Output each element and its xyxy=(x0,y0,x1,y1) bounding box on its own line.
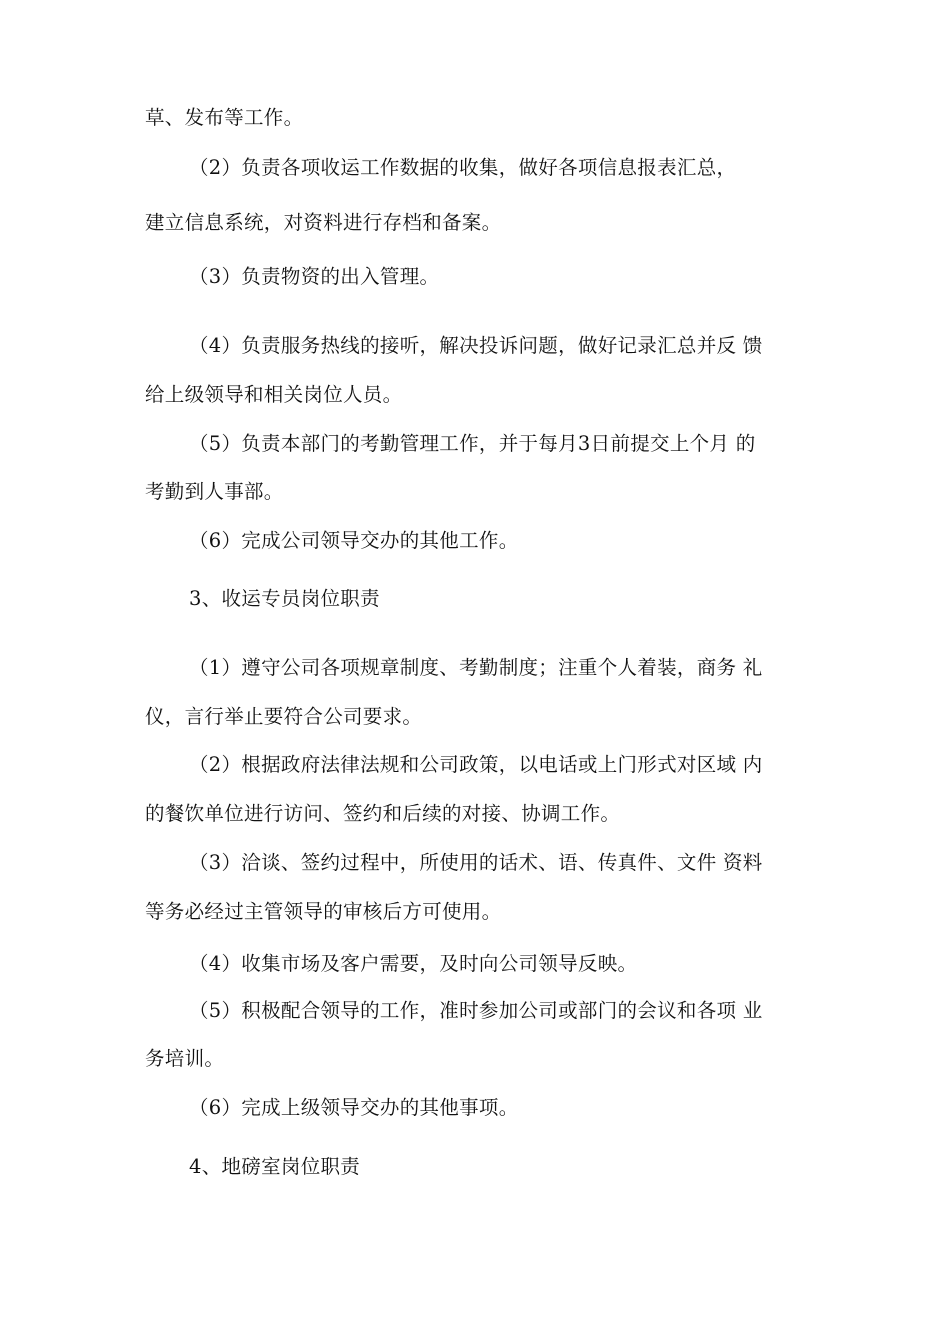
text-line: （4）收集市场及客户需要，及时向公司领导反映。 xyxy=(189,952,638,975)
text-line: 仪，言行举止要符合公司要求。 xyxy=(145,705,423,728)
text-line: （6）完成公司领导交办的其他工作。 xyxy=(189,529,519,552)
text-line: 草、发布等工作。 xyxy=(145,106,304,129)
text-line: 考勤到人事部。 xyxy=(145,480,284,503)
text-line: 建立信息系统，对资料进行存档和备案。 xyxy=(145,211,502,234)
text-line: （2）负责各项收运工作数据的收集，做好各项信息报表汇总， xyxy=(189,156,737,179)
text-line: 给上级领导和相关岗位人员。 xyxy=(145,383,403,406)
text-line: 等务必经过主管领导的审核后方可使用。 xyxy=(145,900,502,923)
text-line: （3）洽谈、签约过程中，所使用的话术、语、传真件、文件 资料 xyxy=(189,851,763,874)
text-line: （2）根据政府法律法规和公司政策，以电话或上门形式对区域 内 xyxy=(189,753,763,776)
text-line: （1）遵守公司各项规章制度、考勤制度；注重个人着装，商务 礼 xyxy=(189,656,763,679)
section-heading: 3、收运专员岗位职责 xyxy=(189,587,380,610)
text-line: 的餐饮单位进行访问、签约和后续的对接、协调工作。 xyxy=(145,802,621,825)
text-line: （5）负责本部门的考勤管理工作，并于每月3日前提交上个月 的 xyxy=(189,432,756,455)
text-line: （6）完成上级领导交办的其他事项。 xyxy=(189,1096,519,1119)
text-line: （4）负责服务热线的接听，解决投诉问题，做好记录汇总并反 馈 xyxy=(189,334,763,357)
text-line: （3）负责物资的出入管理。 xyxy=(189,265,440,288)
text-line: （5）积极配合领导的工作，准时参加公司或部门的会议和各项 业 xyxy=(189,999,763,1022)
text-line: 务培训。 xyxy=(145,1047,225,1070)
section-heading: 4、地磅室岗位职责 xyxy=(189,1155,361,1178)
